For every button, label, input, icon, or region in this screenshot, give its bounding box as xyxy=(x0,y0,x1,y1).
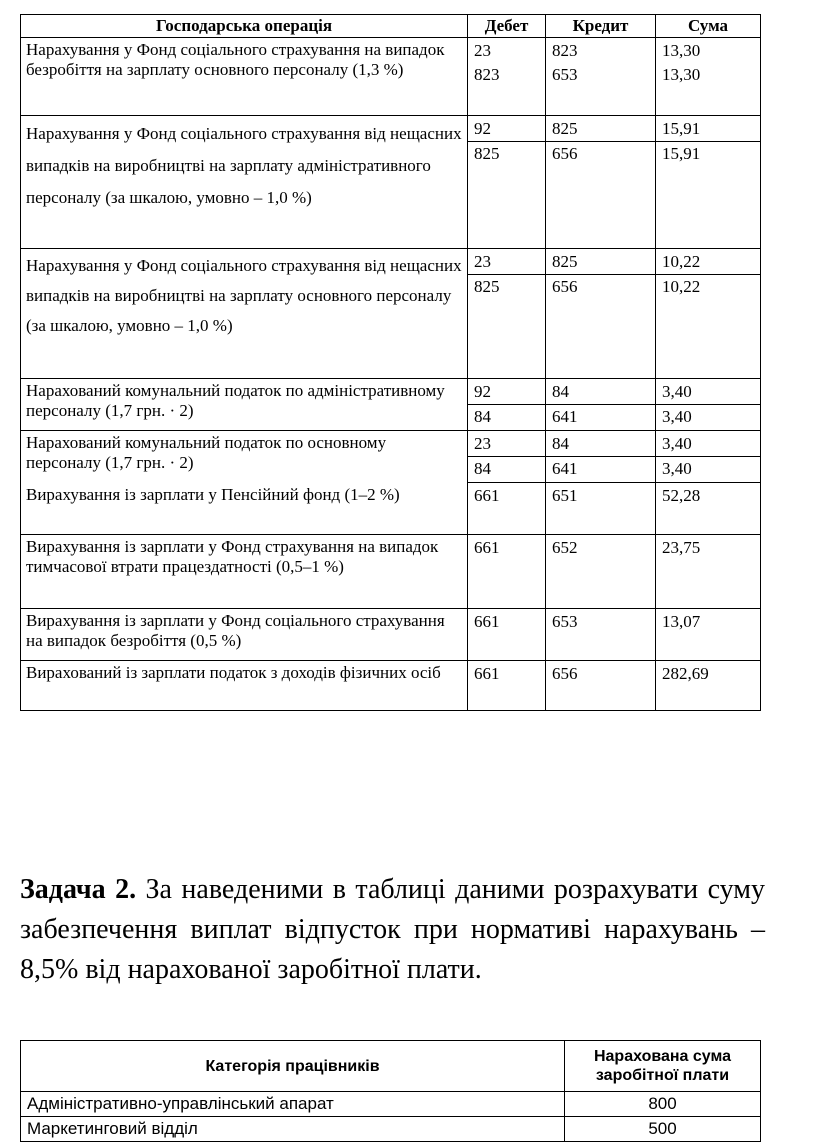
header-accrued-salary: Нарахована сума заробітної плати xyxy=(565,1041,761,1092)
amount-cell: 15,91 15,91 xyxy=(656,116,761,249)
amount-cell: 3,40 3,40 xyxy=(656,379,761,431)
table-row xyxy=(21,38,761,116)
table-row xyxy=(21,1092,761,1117)
amount-cell: 13,07 xyxy=(656,609,761,661)
accounting-entries-table xyxy=(20,14,761,711)
debit-cell: 661 xyxy=(468,483,546,535)
header-credit: Кредит xyxy=(546,15,656,38)
operation-cell: Вирахування із зарплати у Пенсійний фонд (1–2 %) xyxy=(21,483,468,535)
operation-cell: Вирахування із зарплати у Фонд соціального страхування на випадок безробіття (0,5 %) xyxy=(21,609,468,661)
operation-cell: Нарахування у Фонд соціального страхування на випадок безробіття на зарплату основного персоналу (1,3 %) xyxy=(21,38,468,116)
table-row xyxy=(21,379,761,431)
debit-cell: 23 825 xyxy=(468,249,546,379)
table-row xyxy=(21,661,761,711)
task-2-statement xyxy=(20,870,765,990)
salary-by-category-table xyxy=(20,1040,761,1142)
debit-cell: 23 823 xyxy=(468,38,546,116)
debit-cell: 92 825 xyxy=(468,116,546,249)
amount-cell: 13,30 13,30 xyxy=(656,38,761,116)
amount-cell: 23,75 xyxy=(656,535,761,609)
credit-cell: 656 xyxy=(546,661,656,711)
table-row xyxy=(21,483,761,535)
debit-cell: 23 84 xyxy=(468,431,546,483)
debit-cell: 661 xyxy=(468,609,546,661)
amount-cell: 282,69 xyxy=(656,661,761,711)
credit-cell: 652 xyxy=(546,535,656,609)
header-debit: Дебет xyxy=(468,15,546,38)
operation-cell: Нарахований комунальний податок по основному персоналу (1,7 грн. · 2) xyxy=(21,431,468,483)
operation-cell: Нарахування у Фонд соціального страхування від нещасних випадків на виробництві на зарплату адміністративного персоналу (за шкалою, умовно – 1,0 %) xyxy=(21,116,468,249)
table-header-row xyxy=(21,15,761,38)
table-row xyxy=(21,431,761,483)
credit-cell: 653 xyxy=(546,609,656,661)
credit-cell: 825 656 xyxy=(546,116,656,249)
category-cell: Адміністративно-управлінський апарат xyxy=(21,1092,565,1117)
amount-cell: 10,22 10,22 xyxy=(656,249,761,379)
credit-cell: 825 656 xyxy=(546,249,656,379)
table-row xyxy=(21,1117,761,1142)
credit-cell: 84 641 xyxy=(546,431,656,483)
header-category: Категорія працівників xyxy=(21,1041,565,1092)
operation-cell: Вирахування із зарплати у Фонд страхування на випадок тимчасової втрати працездатності (0,5–1 %) xyxy=(21,535,468,609)
header-operation: Господарська операція xyxy=(21,15,468,38)
amount-cell: 52,28 xyxy=(656,483,761,535)
table-row xyxy=(21,116,761,249)
table-row xyxy=(21,609,761,661)
table-row xyxy=(21,249,761,379)
credit-cell: 651 xyxy=(546,483,656,535)
amount-cell: 3,40 3,40 xyxy=(656,431,761,483)
header-amount: Сума xyxy=(656,15,761,38)
operation-cell: Нарахування у Фонд соціального страхування від нещасних випадків на виробництві на зарплату основного персоналу (за шкалою, умовно – 1,0 %) xyxy=(21,249,468,379)
credit-cell: 84 641 xyxy=(546,379,656,431)
category-cell: Маркетинговий відділ xyxy=(21,1117,565,1142)
task-2-text: За наведеними в таблиці даними розрахувати суму забезпечення виплат відпусток при нормативі нарахувань – 8,5% від нарахованої заробітної плати. xyxy=(20,874,765,985)
debit-cell: 661 xyxy=(468,661,546,711)
debit-cell: 661 xyxy=(468,535,546,609)
table-row xyxy=(21,535,761,609)
credit-cell: 823 653 xyxy=(546,38,656,116)
debit-cell: 92 84 xyxy=(468,379,546,431)
operation-cell: Вирахований із зарплати податок з доходів фізичних осіб xyxy=(21,661,468,711)
operation-cell: Нарахований комунальний податок по адміністративному персоналу (1,7 грн. · 2) xyxy=(21,379,468,431)
table-header-row xyxy=(21,1041,761,1092)
salary-amount-cell: 500 xyxy=(565,1117,761,1142)
salary-amount-cell: 800 xyxy=(565,1092,761,1117)
task-2-lead: Задача 2. xyxy=(20,874,137,905)
